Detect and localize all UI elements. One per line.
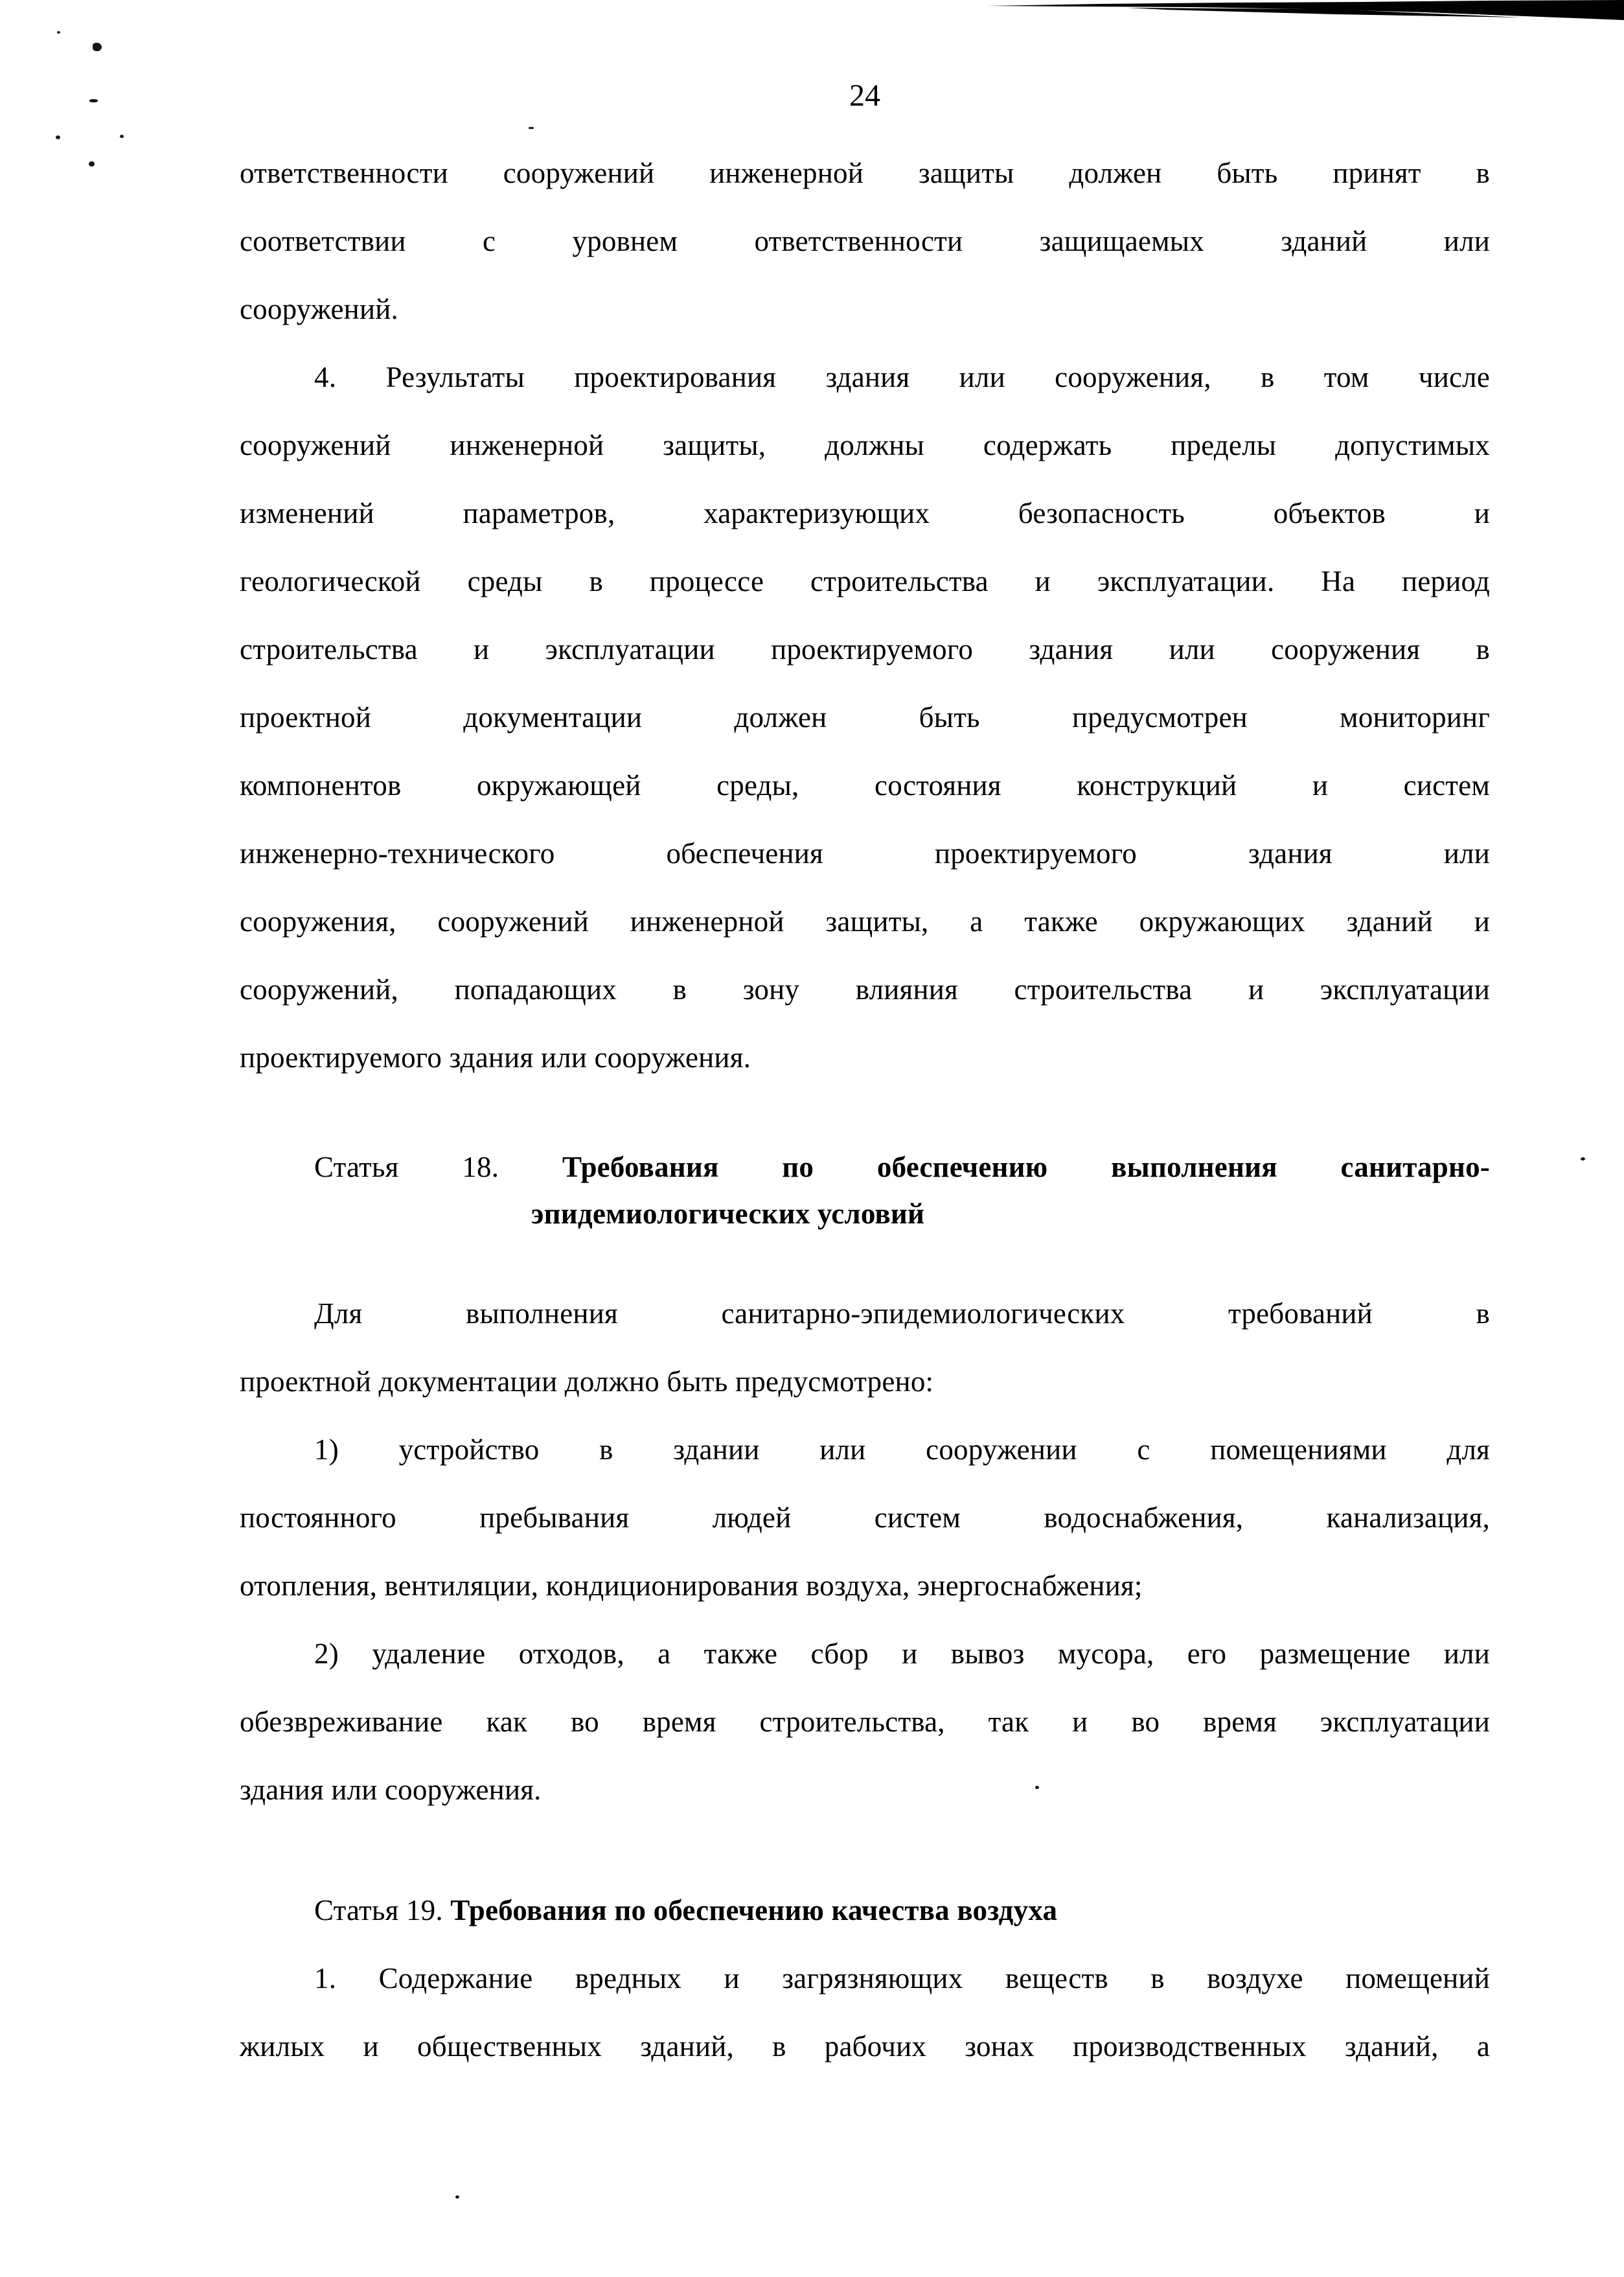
paragraph-sanitary-intro <box>240 1280 1490 1416</box>
scan-speck <box>89 99 98 102</box>
scan-speck <box>1581 1157 1585 1161</box>
scan-speck <box>89 161 95 167</box>
article-19-heading <box>240 1877 1490 1945</box>
article-number-label: Статья 19. <box>314 1894 443 1926</box>
paragraph-item-4-design-results <box>240 343 1490 1092</box>
text-line: постоянного пребывания людей систем водоснабжения, канализация, <box>240 1501 1490 1534</box>
text-body <box>240 0 1490 2081</box>
text-line: инженерно-технического обеспечения проектируемого здания или <box>240 837 1490 870</box>
text-line <box>240 1877 1490 1945</box>
article-title: Требования по обеспечению качества воздуха <box>450 1894 1058 1926</box>
text-line: изменений параметров, характеризующих безопасность объектов и <box>240 497 1490 529</box>
list-item-2-waste-removal <box>240 1620 1490 1824</box>
text-line: сооружений инженерной защиты, должны содержать пределы допустимых <box>240 429 1490 461</box>
article-18-heading <box>240 1144 1490 1237</box>
text-line: компонентов окружающей среды, состояния конструкций и систем <box>240 769 1490 802</box>
text-line: проектируемого здания или сооружения. <box>240 1041 751 1074</box>
text-line: сооружения, сооружений инженерной защиты, а также окружающих зданий и <box>240 905 1490 938</box>
article-title: Требования по обеспечению выполнения санитарно- <box>562 1151 1490 1183</box>
paragraph-1-air-quality <box>240 1945 1490 2081</box>
text-line: проектной документации должен быть предусмотрен мониторинг <box>240 701 1490 734</box>
text-line: ответственности сооружений инженерной защиты должен быть принят в <box>240 157 1490 189</box>
scan-speck <box>455 2195 459 2199</box>
text-line: обезвреживание как во время строительства, так и во время эксплуатации <box>240 1705 1490 1738</box>
text-line: 4. Результаты проектирования здания или сооружения, в том числе <box>314 361 1490 393</box>
text-line: сооружений. <box>240 293 398 325</box>
text-line: проектной документации должно быть предусмотрено: <box>240 1365 934 1398</box>
scan-speck <box>57 31 60 34</box>
list-item-1-water-systems <box>240 1416 1490 1620</box>
article-number-label: Статья 18. <box>314 1151 499 1183</box>
text-line: отопления, вентиляции, кондиционирования воздуха, энергоснабжения; <box>240 1569 1143 1602</box>
page-number: 24 <box>849 78 880 113</box>
text-line: Для выполнения санитарно-эпидемиологических требований в <box>314 1297 1490 1330</box>
text-line: жилых и общественных зданий, в рабочих зонах производственных зданий, а <box>240 2030 1490 2063</box>
text-line: 1. Содержание вредных и загрязняющих веществ в воздухе помещений <box>314 1962 1490 1994</box>
text-line <box>240 1144 1490 1190</box>
article-title: эпидемиологических условий <box>531 1197 925 1230</box>
text-line <box>531 1190 1490 1237</box>
scan-speck <box>93 43 102 51</box>
text-line: геологической среды в процессе строительства и эксплуатации. На период <box>240 565 1490 597</box>
text-line: 1) устройство в здании или сооружении с помещениями для <box>314 1433 1490 1466</box>
text-line: строительства и эксплуатации проектируемого здания или сооружения в <box>240 633 1490 665</box>
text-line: соответствии с уровнем ответственности защищаемых зданий или <box>240 225 1490 257</box>
paragraph-responsibility-continuation <box>240 139 1490 343</box>
scan-speck <box>56 135 60 139</box>
scan-speck <box>120 135 124 138</box>
text-line: 2) удаление отходов, а также сбор и вывоз мусора, его размещение или <box>314 1637 1490 1670</box>
text-line: здания или сооружения. <box>240 1774 542 1806</box>
text-line: сооружений, попадающих в зону влияния строительства и эксплуатации <box>240 973 1490 1006</box>
